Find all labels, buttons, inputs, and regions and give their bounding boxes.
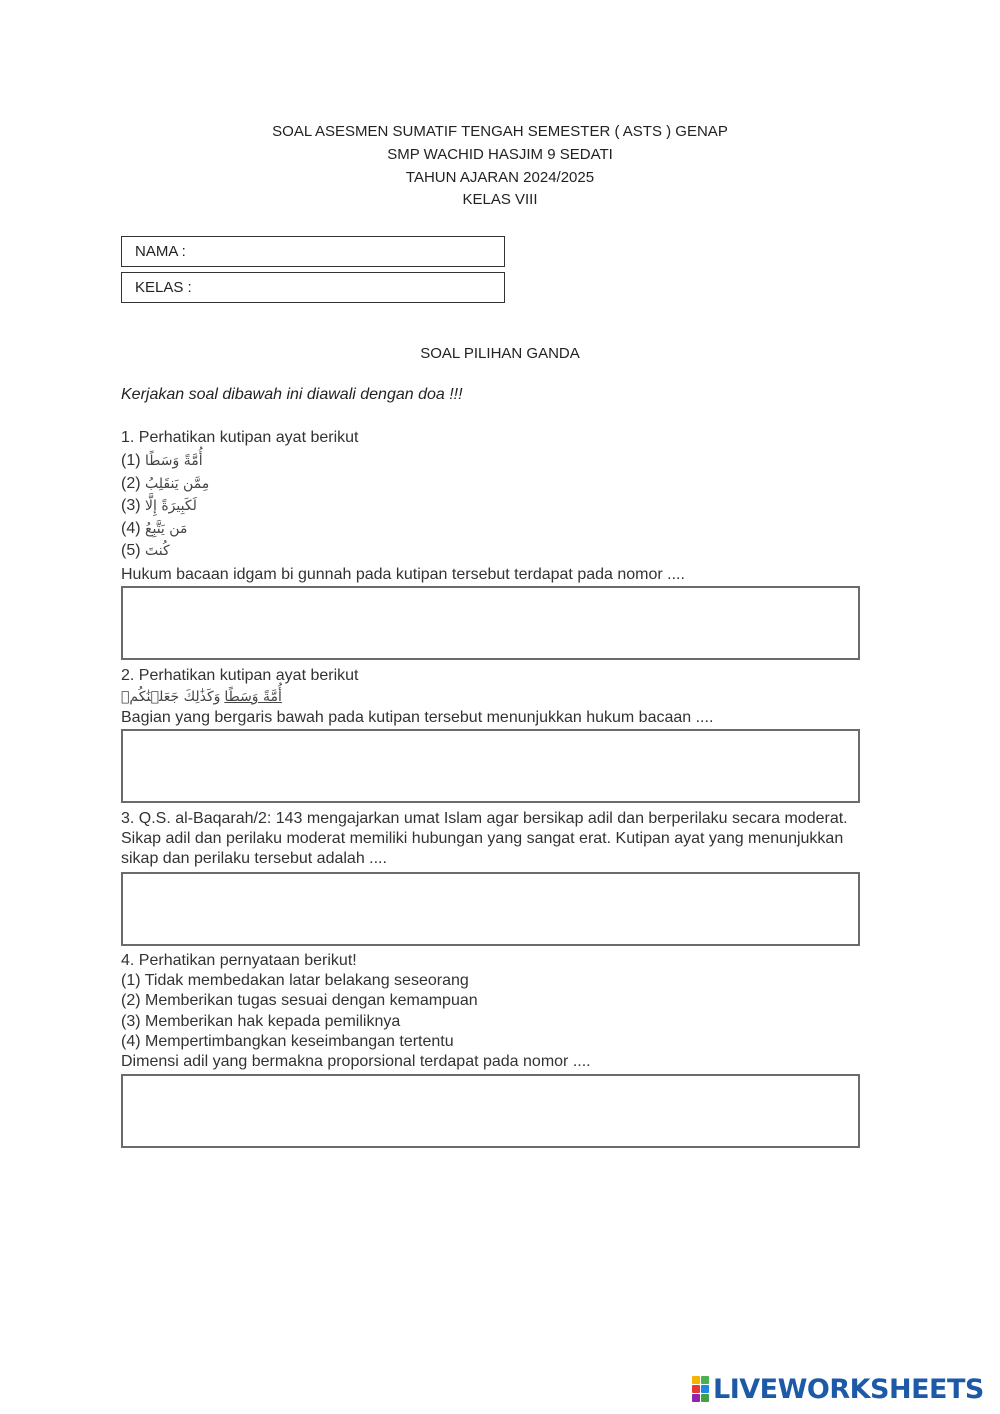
q2-arabic-plain: وَكَذَٰلِكَ جَعَلۡنَٰكُمۡ	[121, 689, 221, 705]
q4-option: (2) Memberikan tugas sesuai dengan kemampuan	[121, 992, 478, 1009]
q1-item-num: (2)	[121, 475, 141, 492]
q3-answer-box[interactable]	[121, 872, 860, 946]
q1-item-num: (4)	[121, 520, 141, 537]
q1-item-num: (5)	[121, 542, 141, 559]
section-title: SOAL PILIHAN GANDA	[420, 345, 580, 362]
logo-text: LIVEWORKSHEETS	[713, 1373, 984, 1405]
q1-item	[121, 475, 209, 493]
q2-answer-box[interactable]	[121, 729, 860, 803]
q2-arabic-underlined: أُمَّةً وَسَطًا	[224, 689, 282, 705]
q1-item	[121, 497, 197, 515]
q2-question: Bagian yang bergaris bawah pada kutipan tersebut menunjukkan hukum bacaan ....	[121, 709, 714, 726]
q4-option: (1) Tidak membedakan latar belakang seseorang	[121, 972, 469, 989]
header-year: TAHUN AJARAN 2024/2025	[405, 169, 595, 186]
q1-item-arabic: لَكَبِيرَةً إِلَّا	[145, 498, 197, 514]
q4-answer-box[interactable]	[121, 1074, 860, 1148]
q1-item	[121, 452, 203, 470]
q1-item-arabic: مِمَّن يَنقَلِبُ	[145, 476, 210, 492]
header-title: SOAL ASESMEN SUMATIF TENGAH SEMESTER ( ASTS ) GENAP	[272, 123, 728, 140]
q1-item-arabic: كُنتَ	[145, 543, 170, 559]
q4-option: (4) Mempertimbangkan keseimbangan tertentu	[121, 1033, 454, 1050]
header-school: SMP WACHID HASJIM 9 SEDATI	[387, 146, 613, 163]
q1-item-num: (3)	[121, 497, 141, 514]
q4-prompt: 4. Perhatikan pernyataan berikut!	[121, 952, 357, 969]
q1-item	[121, 520, 187, 538]
kelas-field[interactable]	[121, 272, 505, 303]
logo-blocks-icon	[692, 1376, 709, 1402]
q1-item	[121, 542, 170, 560]
q1-item-num: (1)	[121, 452, 141, 469]
q3-question: 3. Q.S. al-Baqarah/2: 143 mengajarkan umat Islam agar bersikap adil dan berperilaku secara moderat. Sikap adil dan perilaku moderat memiliki hubungan yang sangat erat. Kutipan ayat yang menunjukkan sikap dan perilaku tersebut adalah ....	[121, 810, 848, 867]
q2-arabic-line	[121, 688, 282, 705]
q4-question: Dimensi adil yang bermakna proporsional terdapat pada nomor ....	[121, 1053, 591, 1070]
instruction: Kerjakan soal dibawah ini diawali dengan doa !!!	[121, 386, 463, 403]
q2-prompt: 2. Perhatikan kutipan ayat berikut	[121, 667, 359, 684]
nama-field[interactable]	[121, 236, 505, 267]
header-class: KELAS VIII	[462, 191, 538, 208]
kelas-label: KELAS :	[135, 279, 192, 296]
q1-question: Hukum bacaan idgam bi gunnah pada kutipan tersebut terdapat pada nomor ....	[121, 566, 685, 583]
q4-option: (3) Memberikan hak kepada pemiliknya	[121, 1013, 401, 1030]
liveworksheets-logo	[692, 1374, 984, 1404]
q1-item-arabic: أُمَّةً وَسَطًا	[145, 453, 203, 469]
q1-item-arabic: مَن يَتَّبِعُ	[145, 521, 188, 537]
nama-label: NAMA :	[135, 243, 186, 260]
q1-answer-box[interactable]	[121, 586, 860, 660]
q1-prompt: 1. Perhatikan kutipan ayat berikut	[121, 429, 359, 446]
